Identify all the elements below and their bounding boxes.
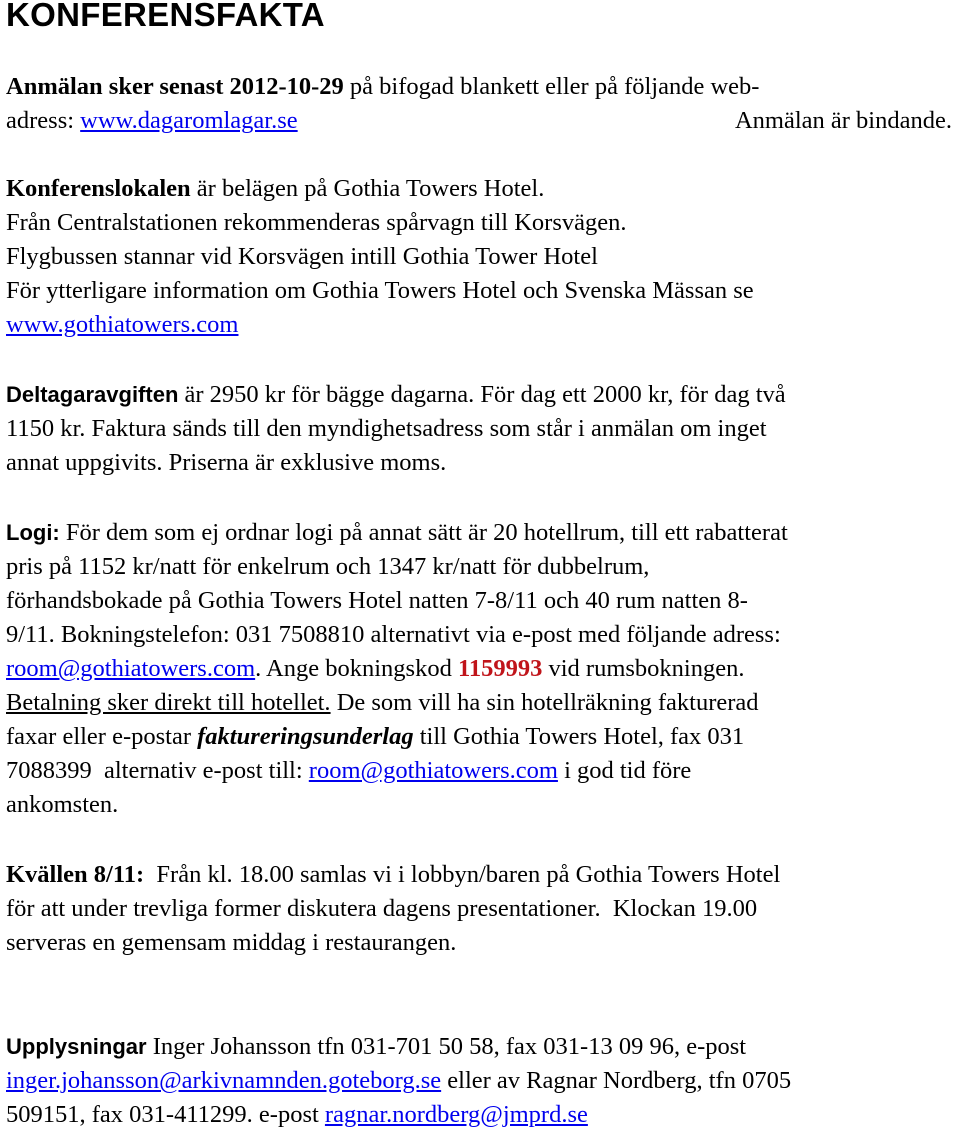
fee-section — [6, 378, 956, 480]
venue-line-4: För ytterligare information om Gothia Towers Hotel och Svenska Mässan se — [6, 277, 754, 304]
payment-note: Betalning sker direkt till hotellet. — [6, 689, 331, 716]
lodging-fax-prefix: faxar eller e-postar — [6, 723, 198, 750]
venue-line-5 — [6, 308, 956, 342]
registration-url-link[interactable]: www.dagaromlagar.se — [80, 107, 298, 134]
registration-deadline: Anmälan sker senast 2012-10-29 — [6, 73, 344, 100]
fee-line-2: 1150 kr. Faktura sänds till den myndighetsadress som står i anmälan om inget — [6, 415, 767, 442]
lodging-arrival-text: i god tid före — [557, 757, 692, 784]
contact-line-1 — [6, 1030, 956, 1064]
contact-inger: Inger Johansson tfn 031-701 50 58, fax 031-13 09 96, e-post — [146, 1033, 747, 1060]
lodging-line-8 — [6, 754, 956, 788]
lodging-line-6 — [6, 686, 956, 720]
contact-section — [6, 1030, 956, 1132]
fee-amounts: är 2950 kr för bägge dagarna. För dag ett 2000 kr, för dag två — [178, 381, 786, 408]
lodging-line-2: pris på 1152 kr/natt för enkelrum och 1347 kr/natt för dubbelrum, — [6, 553, 650, 580]
fee-line-3: annat uppgivits. Priserna är exklusive moms. — [6, 449, 447, 476]
venue-location: är belägen på Gothia Towers Hotel. — [190, 175, 545, 202]
lodging-intro: För dem som ej ordnar logi på annat sätt är 20 hotellrum, till ett rabatterat — [59, 519, 788, 546]
venue-heading: Konferenslokalen — [6, 175, 191, 202]
venue-line-2: Från Centralstationen rekommenderas spårvagn till Korsvägen. — [6, 209, 627, 236]
contact-email-ragnar-link[interactable]: ragnar.nordberg@jmprd.se — [324, 1101, 588, 1128]
evening-section — [6, 858, 956, 960]
registration-line-1 — [6, 70, 956, 104]
page-title: KONFERENSFAKTA — [6, 0, 325, 33]
lodging-line-5 — [6, 652, 956, 686]
evening-line-2: för att under trevliga former diskutera dagens presentationer. Klockan 19.00 — [6, 895, 758, 922]
contact-ragnar: eller av Ragnar Nordberg, tfn 0705 — [441, 1067, 792, 1094]
venue-line-1 — [6, 172, 956, 206]
registration-line-2 — [6, 104, 956, 138]
lodging-email-link[interactable]: room@gothiatowers.com — [6, 655, 256, 682]
lodging-booking-code-label: . Ange bokningskod — [255, 655, 458, 682]
lodging-line-1 — [6, 516, 956, 550]
evening-gathering: Från kl. 18.00 samlas vi i lobbyn/baren på Gothia Towers Hotel — [144, 861, 781, 888]
contact-line-3 — [6, 1098, 956, 1132]
fee-line-1 — [6, 378, 956, 412]
registration-section — [6, 70, 956, 138]
contact-ragnar-fax: 509151, fax 031-411299. e-post — [6, 1101, 325, 1128]
lodging-line-9: ankomsten. — [6, 791, 119, 818]
venue-section — [6, 172, 956, 342]
lodging-alt-email-prefix: 7088399 alternativ e-post till: — [6, 757, 309, 784]
lodging-invoice-text: De som vill ha sin hotellräkning fakturerad — [330, 689, 759, 716]
venue-line-3: Flygbussen stannar vid Korsvägen intill Gothia Tower Hotel — [6, 243, 598, 270]
evening-heading: Kvällen 8/11: — [6, 861, 145, 888]
registration-binding-note: Anmälan är bindande. — [734, 107, 952, 134]
lodging-line-4: 9/11. Bokningstelefon: 031 7508810 alternativt via e-post med följande adress: — [6, 621, 781, 648]
contact-line-2 — [6, 1064, 956, 1098]
lodging-heading: Logi: — [6, 520, 60, 545]
contact-heading: Upplysningar — [6, 1034, 147, 1059]
invoice-document-term: faktureringsunderlag — [197, 723, 414, 750]
lodging-email-link-2[interactable]: room@gothiatowers.com — [308, 757, 558, 784]
contact-email-inger-link[interactable]: inger.johansson@arkivnamnden.goteborg.se — [6, 1067, 442, 1094]
registration-text: på bifogad blankett eller på följande web- — [343, 73, 760, 100]
lodging-line-3: förhandsbokade på Gothia Towers Hotel natten 7-8/11 och 40 rum natten 8- — [6, 587, 748, 614]
lodging-booking-suffix: vid rumsbokningen. — [542, 655, 745, 682]
evening-line-3: serveras en gemensam middag i restaurangen. — [6, 929, 457, 956]
lodging-section — [6, 516, 956, 822]
lodging-fax-text: till Gothia Towers Hotel, fax 031 — [413, 723, 745, 750]
fee-heading: Deltagaravgiften — [6, 382, 179, 407]
lodging-line-7 — [6, 720, 956, 754]
evening-line-1 — [6, 858, 956, 892]
booking-code: 1159993 — [457, 655, 543, 682]
venue-url-link[interactable]: www.gothiatowers.com — [6, 311, 239, 338]
registration-address-label: adress: — [6, 107, 81, 134]
